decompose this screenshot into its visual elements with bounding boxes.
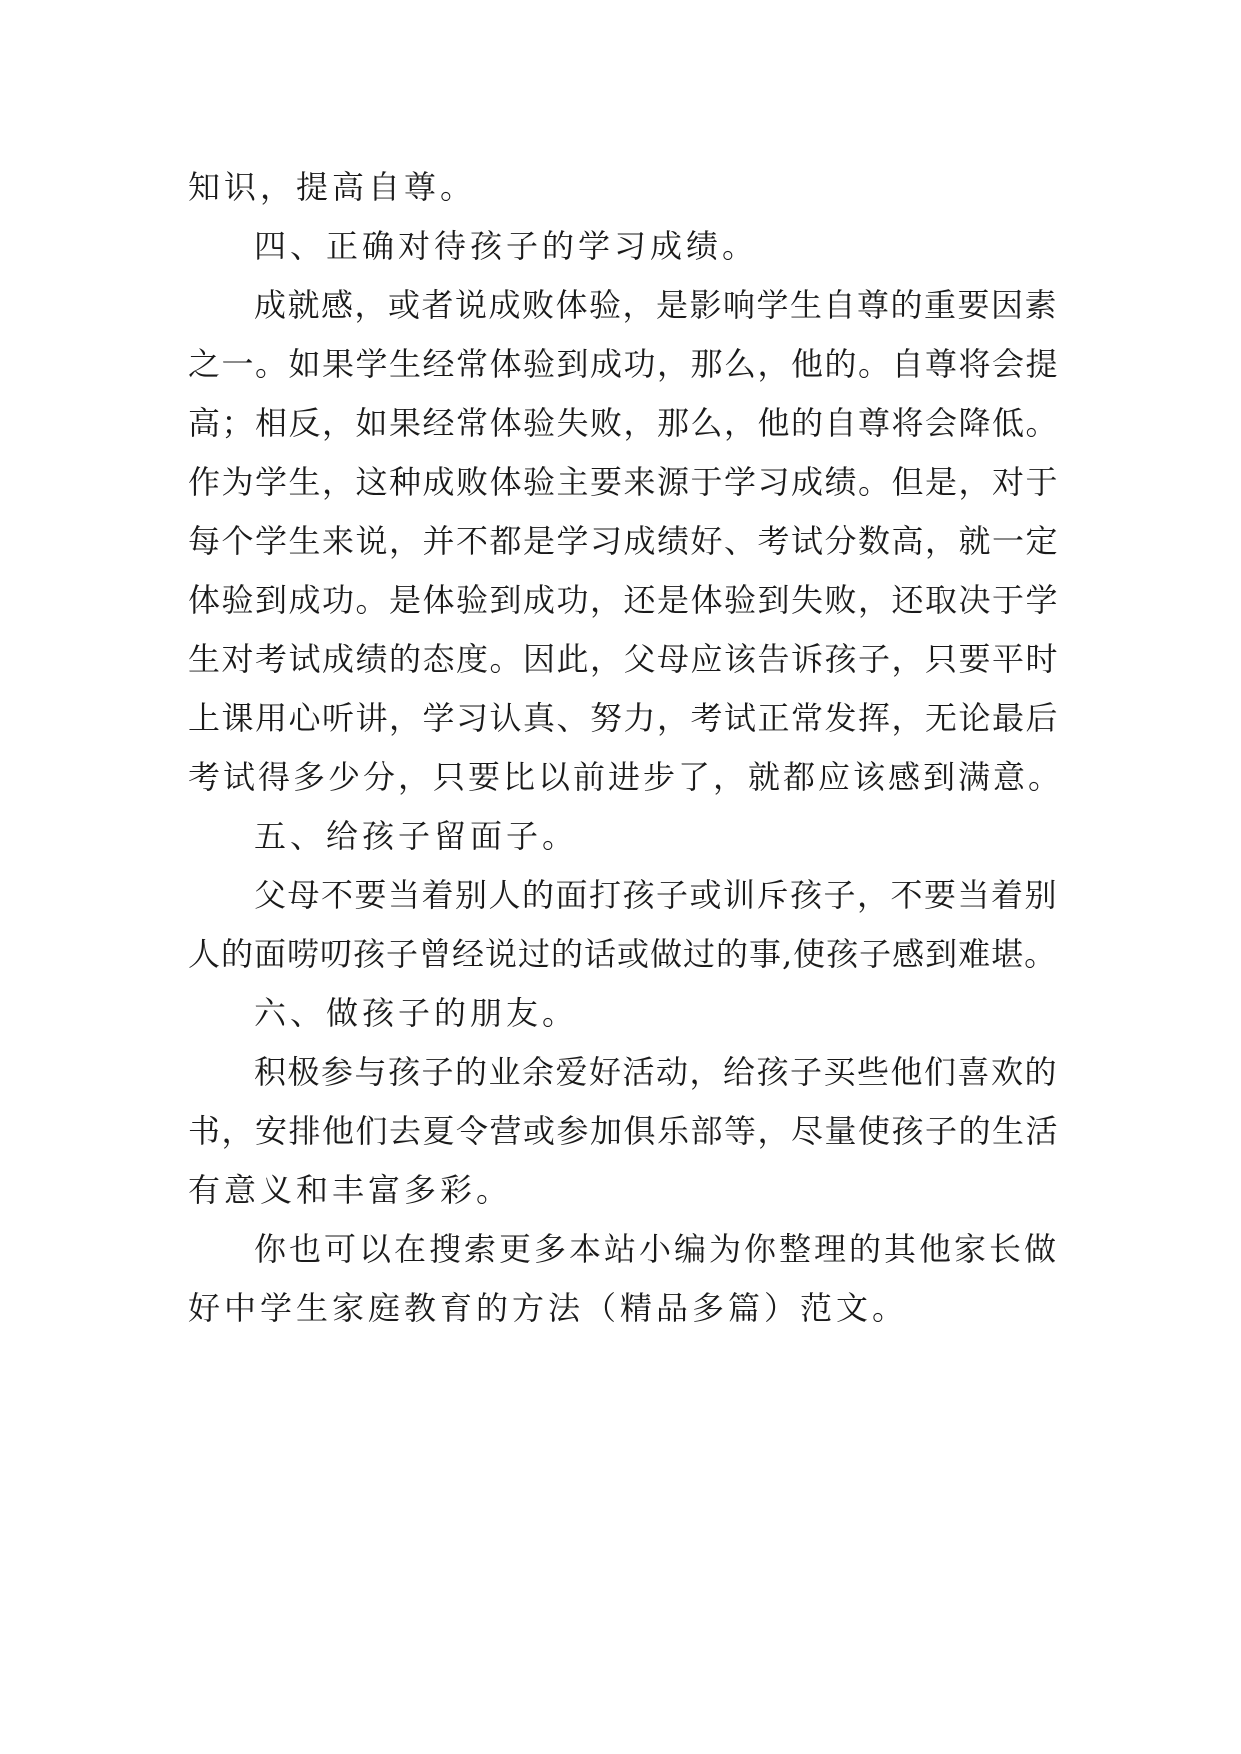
text-line: 你也可以在搜索更多本站小编为你整理的其他家长做 <box>254 1230 1060 1268</box>
text-line: 作为学生，这种成败体验主要来源于学习成绩。但是，对于 <box>188 463 1060 501</box>
text-line: 生对考试成绩的态度。因此，父母应该告诉孩子，只要平时 <box>188 640 1060 678</box>
section-heading-4: 四、正确对待孩子的学习成绩。 <box>254 227 759 265</box>
text-line: 每个学生来说，并不都是学习成绩好、考试分数高，就一定 <box>188 522 1060 560</box>
text-line: 书，安排他们去夏令营或参加俱乐部等，尽量使孩子的生活 <box>188 1112 1060 1150</box>
section-heading-6: 六、做孩子的朋友。 <box>254 994 579 1032</box>
text-line: 高；相反，如果经常体验失败，那么，他的自尊将会降低。 <box>188 404 1060 442</box>
text-line: 人的面唠叨孩子曾经说过的话或做过的事,使孩子感到难堪。 <box>188 935 1058 973</box>
text-line: 父母不要当着别人的面打孩子或训斥孩子，不要当着别 <box>254 876 1059 914</box>
text-line: 好中学生家庭教育的方法（精品多篇）范文。 <box>188 1289 909 1327</box>
text-line: 有意义和丰富多彩。 <box>188 1171 513 1209</box>
text-line: 考试得多少分，只要比以前进步了，就都应该感到满意。 <box>188 758 1064 796</box>
text-line: 积极参与孩子的业余爱好活动，给孩子买些他们喜欢的 <box>254 1053 1059 1091</box>
section-heading-5: 五、给孩子留面子。 <box>254 817 579 855</box>
text-line: 知识，提高自尊。 <box>188 168 477 206</box>
text-line: 之一。如果学生经常体验到成功，那么，他的。自尊将会提 <box>188 345 1060 383</box>
text-line: 体验到成功。是体验到成功，还是体验到失败，还取决于学 <box>188 581 1060 619</box>
text-line: 成就感，或者说成败体验，是影响学生自尊的重要因素 <box>254 286 1059 324</box>
text-line: 上课用心听讲，学习认真、努力，考试正常发挥，无论最后 <box>188 699 1060 737</box>
